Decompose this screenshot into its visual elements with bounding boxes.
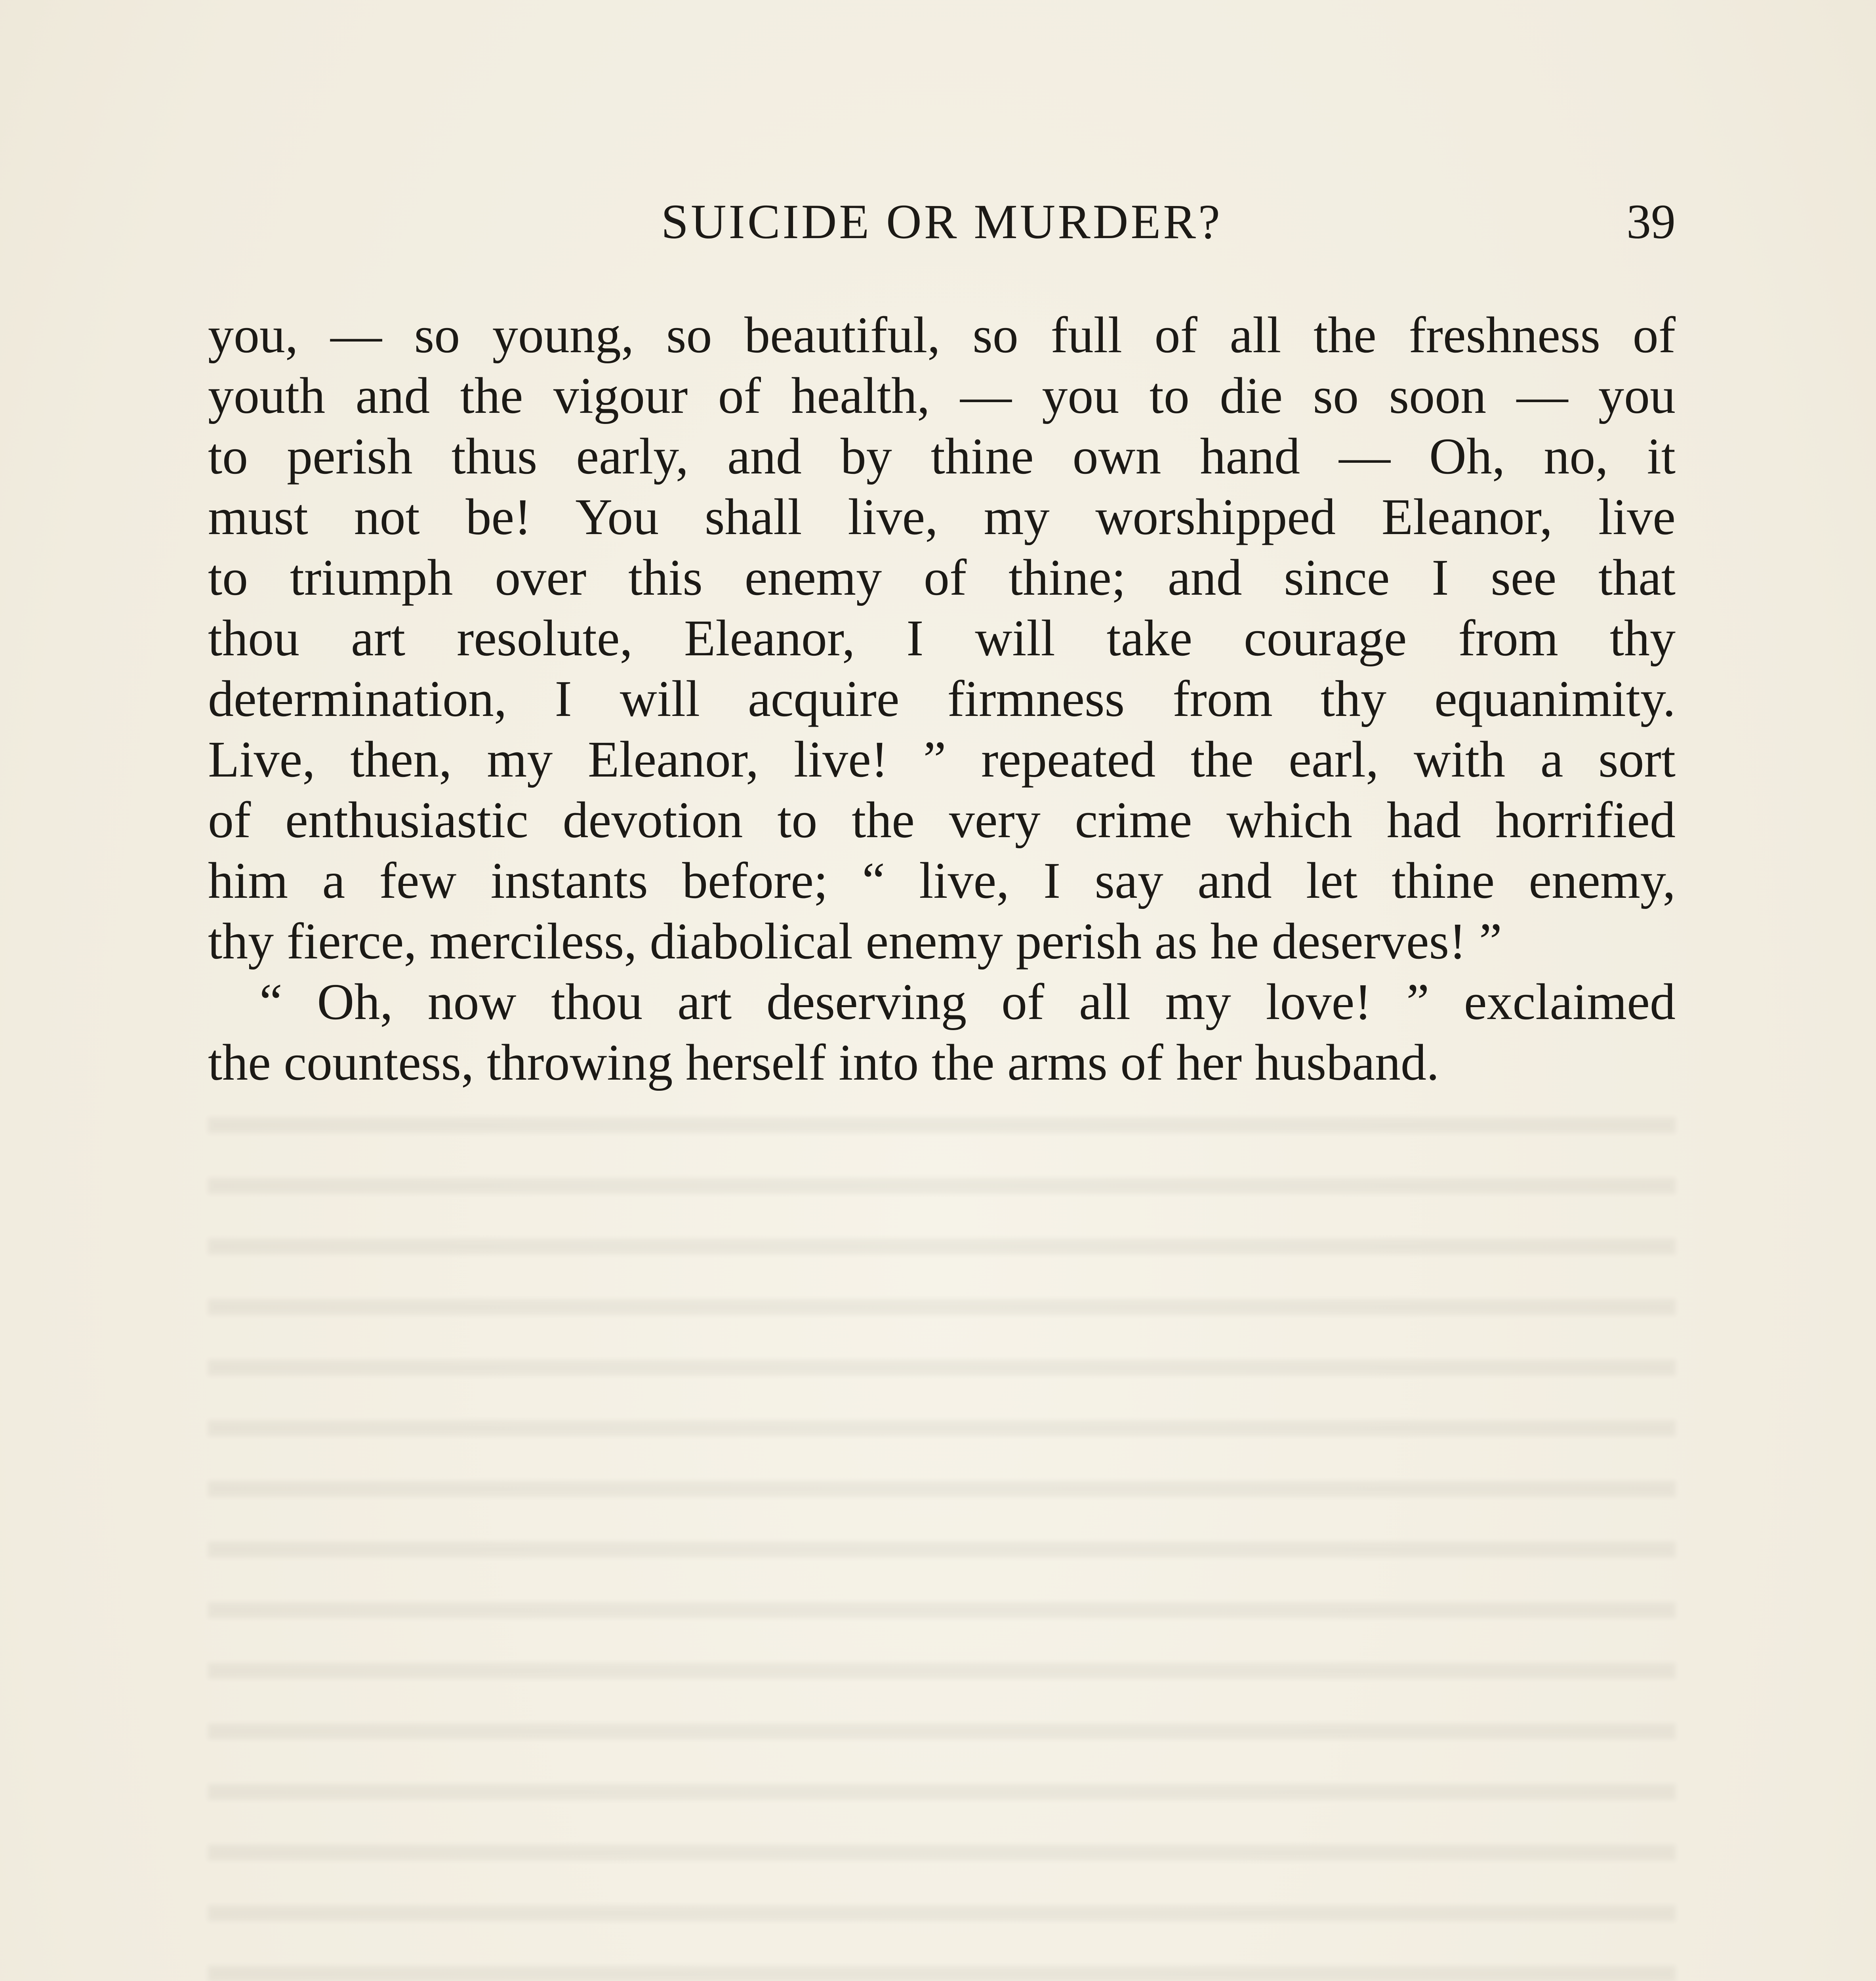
text-line: him a few instants before; “ live, I say and let thine enemy, — [208, 852, 1676, 909]
text-line: you, — so young, so beautiful, so full of all the freshness of — [208, 307, 1676, 364]
text-line: the countess, throwing herself into the arms of her husband. — [208, 1034, 1439, 1091]
text-line: of enthusiastic devotion to the very crime which had horrified — [208, 792, 1676, 849]
text-line: must not be! You shall live, my worshipped Eleanor, live — [208, 489, 1676, 546]
page-header — [208, 190, 1676, 254]
text-line: Live, then, my Eleanor, live! ” repeated the earl, with a sort — [208, 731, 1676, 788]
show-through-text — [208, 1094, 1676, 1981]
text-line: “ Oh, now thou art deserving of all my love! ” exclaimed — [259, 973, 1676, 1031]
running-title: SUICIDE OR MURDER? — [661, 195, 1222, 249]
text-line: thou art resolute, Eleanor, I will take courage from thy — [208, 610, 1676, 667]
body-text — [208, 305, 1676, 1093]
page-number: 39 — [1626, 195, 1676, 249]
text-line: thy fierce, merciless, diabolical enemy perish as he deserves! ” — [208, 913, 1502, 970]
text-line: determination, I will acquire firmness from thy equanimity. — [208, 670, 1676, 727]
text-line: youth and the vigour of health, — you to die so soon — you — [208, 367, 1676, 424]
text-line: to triumph over this enemy of thine; and since I see that — [208, 549, 1676, 606]
text-line: to perish thus early, and by thine own hand — Oh, no, it — [208, 428, 1676, 485]
